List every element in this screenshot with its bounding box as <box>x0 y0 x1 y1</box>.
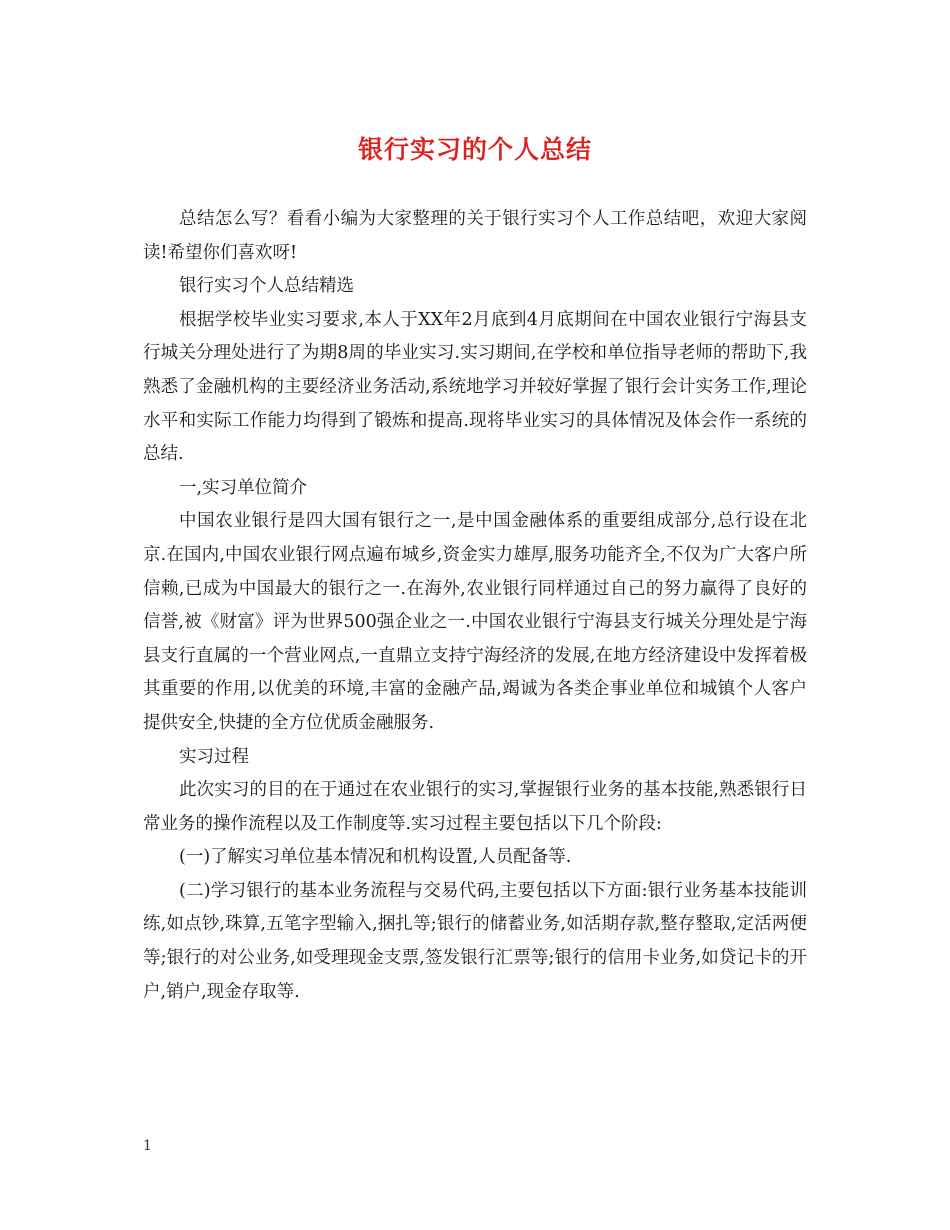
stage-two-item: (二)学习银行的基本业务流程与交易代码,主要包括以下方面:银行业务基本技能训练,如点钞,珠算,五笔字型输入,捆扎等;银行的储蓄业务,如活期存款,整存整取,定活两便等;银行的对公业务,如受理现金支票,签发银行汇票等;银行的信用卡业务,如贷记卡的开户,销户,现金存取等. <box>143 880 807 1002</box>
stage-one-item: (一)了解实习单位基本情况和机构设置,人员配备等. <box>179 847 572 868</box>
process-purpose-paragraph: 此次实习的目的在于通过在农业银行的实习,掌握银行业务的基本技能,熟悉银行日常业务的操作流程以及工作制度等.实习过程主要包括以下几个阶段: <box>143 780 807 834</box>
page-number: 1 <box>143 1138 152 1154</box>
document-body <box>143 203 807 1009</box>
section-heading-selection: 银行实习个人总结精选 <box>179 276 354 297</box>
internship-overview-paragraph: 根据学校毕业实习要求,本人于XX年2月底到4月底期间在中国农业银行宁海县支行城关分理处进行了为期8周的毕业实习.实习期间,在学校和单位指导老师的帮助下,我熟悉了金融机构的主要经济业务活动,系统地学习并较好掌握了银行会计实务工作,理论水平和实际工作能力均得到了锻炼和提高.现将毕业实习的具体情况及体会作一系统的总结. <box>143 309 807 465</box>
bank-introduction-paragraph: 中国农业银行是四大国有银行之一,是中国金融体系的重要组成部分,总行设在北京.在国内,中国农业银行网点遍布城乡,资金实力雄厚,服务功能齐全,不仅为广大客户所信赖,已成为中国最大的银行之一.在海外,农业银行同样通过自己的努力赢得了良好的信誉,被《财富》评为世界500强企业之一.中国农业银行宁海县支行城关分理处是宁海县支行直属的一个营业网点,一直鼎立支持宁海经济的发展,在地方经济建设中发挥着极其重要的作用,以优美的环境,丰富的金融产品,竭诚为各类企事业单位和城镇个人客户提供安全,快捷的全方位优质金融服务. <box>143 511 807 733</box>
section-heading-unit-intro: 一,实习单位简介 <box>179 477 308 498</box>
intro-paragraph: 总结怎么写？看看小编为大家整理的关于银行实习个人工作总结吧，欢迎大家阅读!希望你们喜欢呀! <box>143 209 807 263</box>
section-heading-process: 实习过程 <box>179 746 249 767</box>
document-title: 银行实习的个人总结 <box>357 135 592 164</box>
